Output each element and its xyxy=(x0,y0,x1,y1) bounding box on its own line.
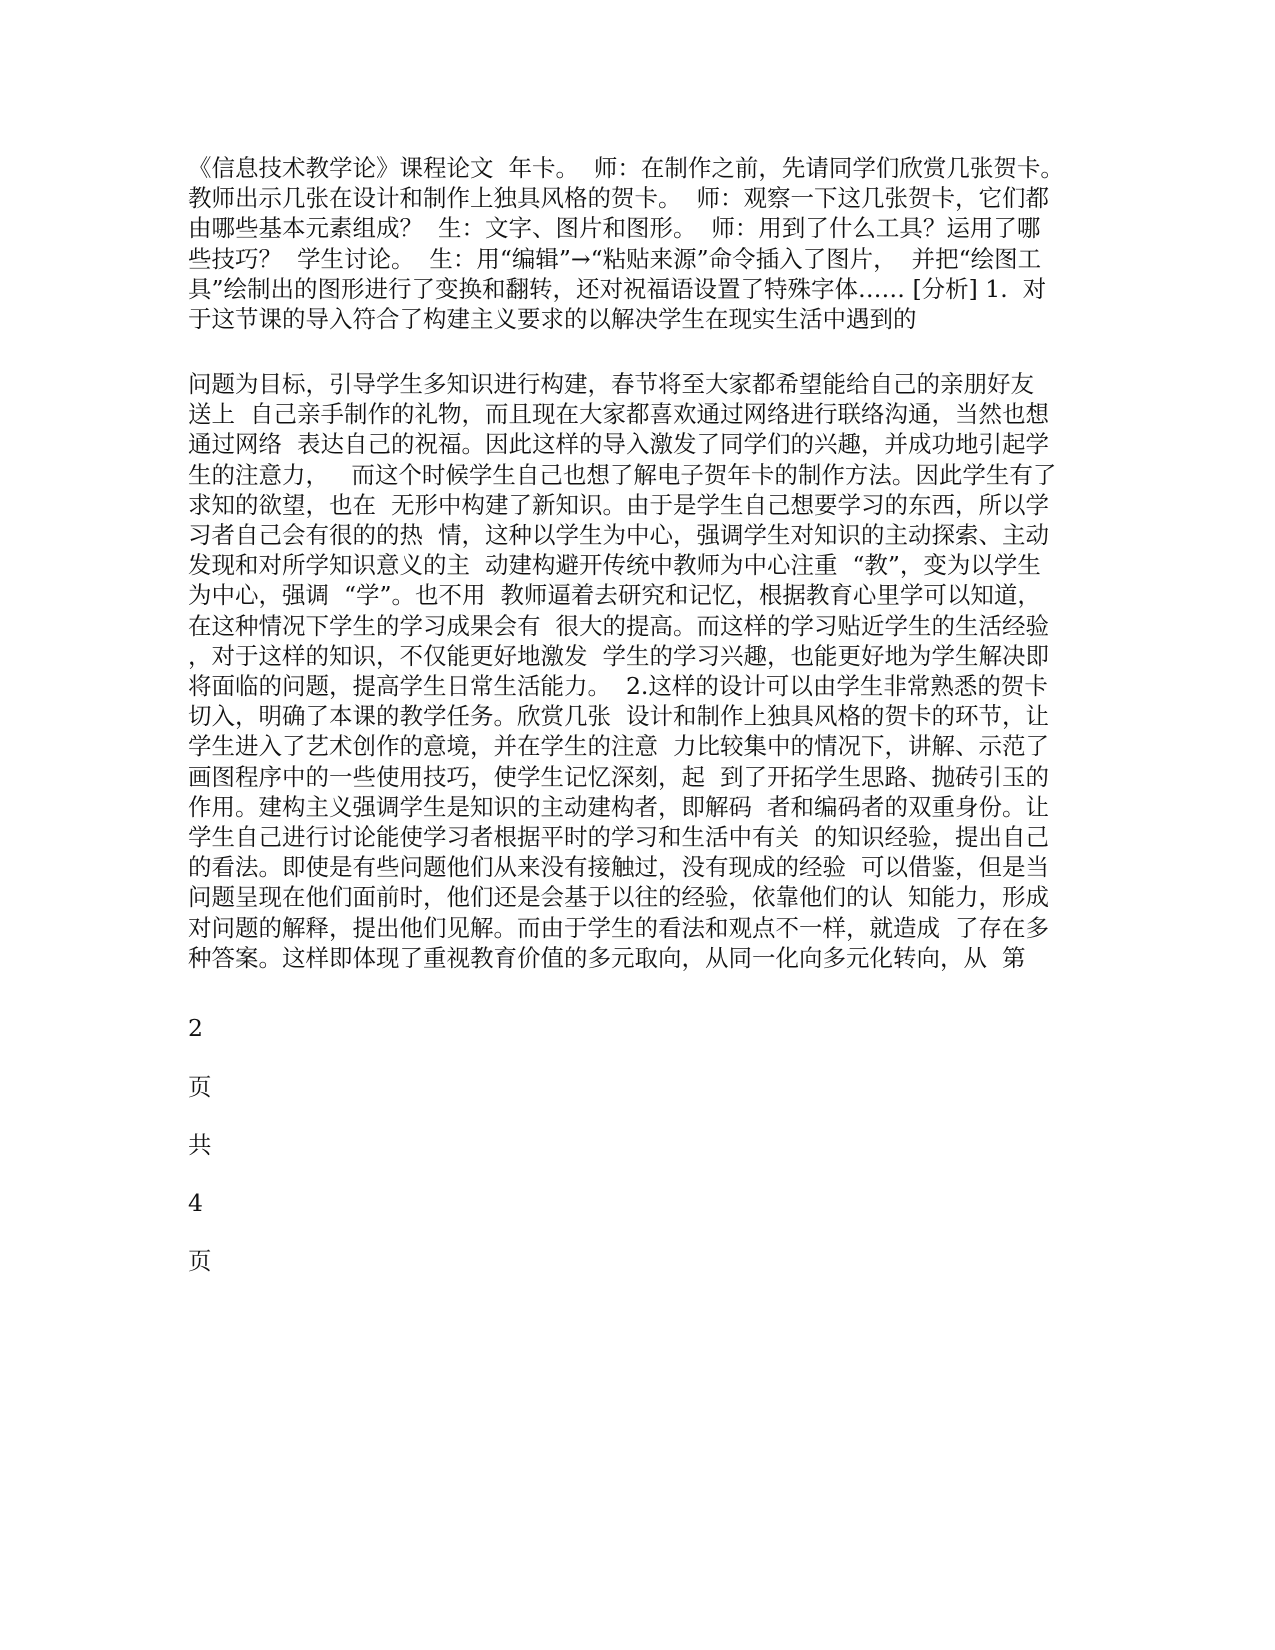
text-line: 在这种情况下学生的学习成果会有 很大的提高。而这样的学习贴近学生的生活经验 xyxy=(188,611,1049,640)
text-line: 具”绘制出的图形进行了变换和翻转，还对祝福语设置了特殊字体…… [分析] 1. 对 xyxy=(188,274,1047,303)
text-line: 问题呈现在他们面前时，他们还是会基于以往的经验，依靠他们的认 知能力，形成 xyxy=(188,883,1049,912)
text-line: 切入，明确了本课的教学任务。欣赏几张 设计和制作上独具风格的贺卡的环节，让 xyxy=(188,702,1049,731)
text-line: 教师出示几张在设计和制作上独具风格的贺卡。 师：观察一下这几张贺卡，它们都 xyxy=(188,184,1049,213)
text-line: 送上 自己亲手制作的礼物，而且现在大家都喜欢通过网络进行联络沟通，当然也想 xyxy=(188,400,1049,429)
text-line: 发现和对所学知识意义的主 动建构避开传统中教师为中心注重 “教”，变为以学生 xyxy=(188,551,1041,580)
text-line: 学生自己进行讨论能使学习者根据平时的学习和生活中有关 的知识经验，提出自己 xyxy=(188,823,1049,852)
text-line: 通过网络 表达自己的祝福。因此这样的导入激发了同学们的兴趣，并成功地引起学 xyxy=(188,430,1049,459)
body-paragraph-1 xyxy=(188,153,1088,334)
text-line: 为中心，强调 “学”。也不用 教师逼着去研究和记忆，根据教育心里学可以知道， xyxy=(188,581,1041,610)
text-line: 画图程序中的一些使用技巧，使学生记忆深刻，起 到了开拓学生思路、抛砖引玉的 xyxy=(188,762,1049,791)
text-line: 求知的欲望，也在 无形中构建了新知识。由于是学生自己想要学习的东西，所以学 xyxy=(188,490,1049,519)
text-line: 于这节课的导入符合了构建主义要求的以解决学生在现实生活中遇到的 xyxy=(188,305,917,334)
page-label-ye: 页 xyxy=(188,1073,212,1101)
text-line: 《信息技术教学论》课程论文 年卡。 师：在制作之前，先请同学们欣赏几张贺卡。 xyxy=(188,154,1064,182)
text-line: 些技巧？ 学生讨论。 生：用“编辑”→“粘贴来源”命令插入了图片， 并把“绘图工 xyxy=(188,244,1042,273)
body-paragraph-2 xyxy=(188,369,1088,973)
page-number-total: 4 xyxy=(188,1189,203,1217)
text-line: 作用。建构主义强调学生是知识的主动建构者，即解码 者和编码者的双重身份。让 xyxy=(188,792,1049,821)
text-line: 生的注意力， 而这个时候学生自己也想了解电子贺年卡的制作方法。因此学生有了 xyxy=(188,460,1057,489)
text-line: 对问题的解释，提出他们见解。而由于学生的看法和观点不一样，就造成 了存在多 xyxy=(188,913,1049,942)
text-line: 习者自己会有很的的热 情，这种以学生为中心，强调学生对知识的主动探索、主动 xyxy=(188,521,1049,550)
text-line: 种答案。这样即体现了重视教育价值的多元取向，从同一化向多元化转向，从 第 xyxy=(188,943,1026,972)
page-number-current: 2 xyxy=(188,1014,203,1042)
page-label-ye: 页 xyxy=(188,1247,212,1275)
text-line: 学生进入了艺术创作的意境，并在学生的注意 力比较集中的情况下，讲解、示范了 xyxy=(188,732,1049,761)
text-line: 将面临的问题，提高学生日常生活能力。 2.这样的设计可以由学生非常熟悉的贺卡 xyxy=(188,672,1048,701)
page-label-gong: 共 xyxy=(188,1131,212,1159)
text-line: ，对于这样的知识，不仅能更好地激发 学生的学习兴趣，也能更好地为学生解决即 xyxy=(188,641,1049,670)
text-line: 问题为目标，引导学生多知识进行构建，春节将至大家都希望能给自己的亲朋好友 xyxy=(188,370,1034,398)
text-line: 由哪些基本元素组成？ 生：文字、图片和图形。 师：用到了什么工具？运用了哪 xyxy=(188,214,1041,243)
text-line: 的看法。即使是有些问题他们从来没有接触过，没有现成的经验 可以借鉴，但是当 xyxy=(188,853,1049,882)
